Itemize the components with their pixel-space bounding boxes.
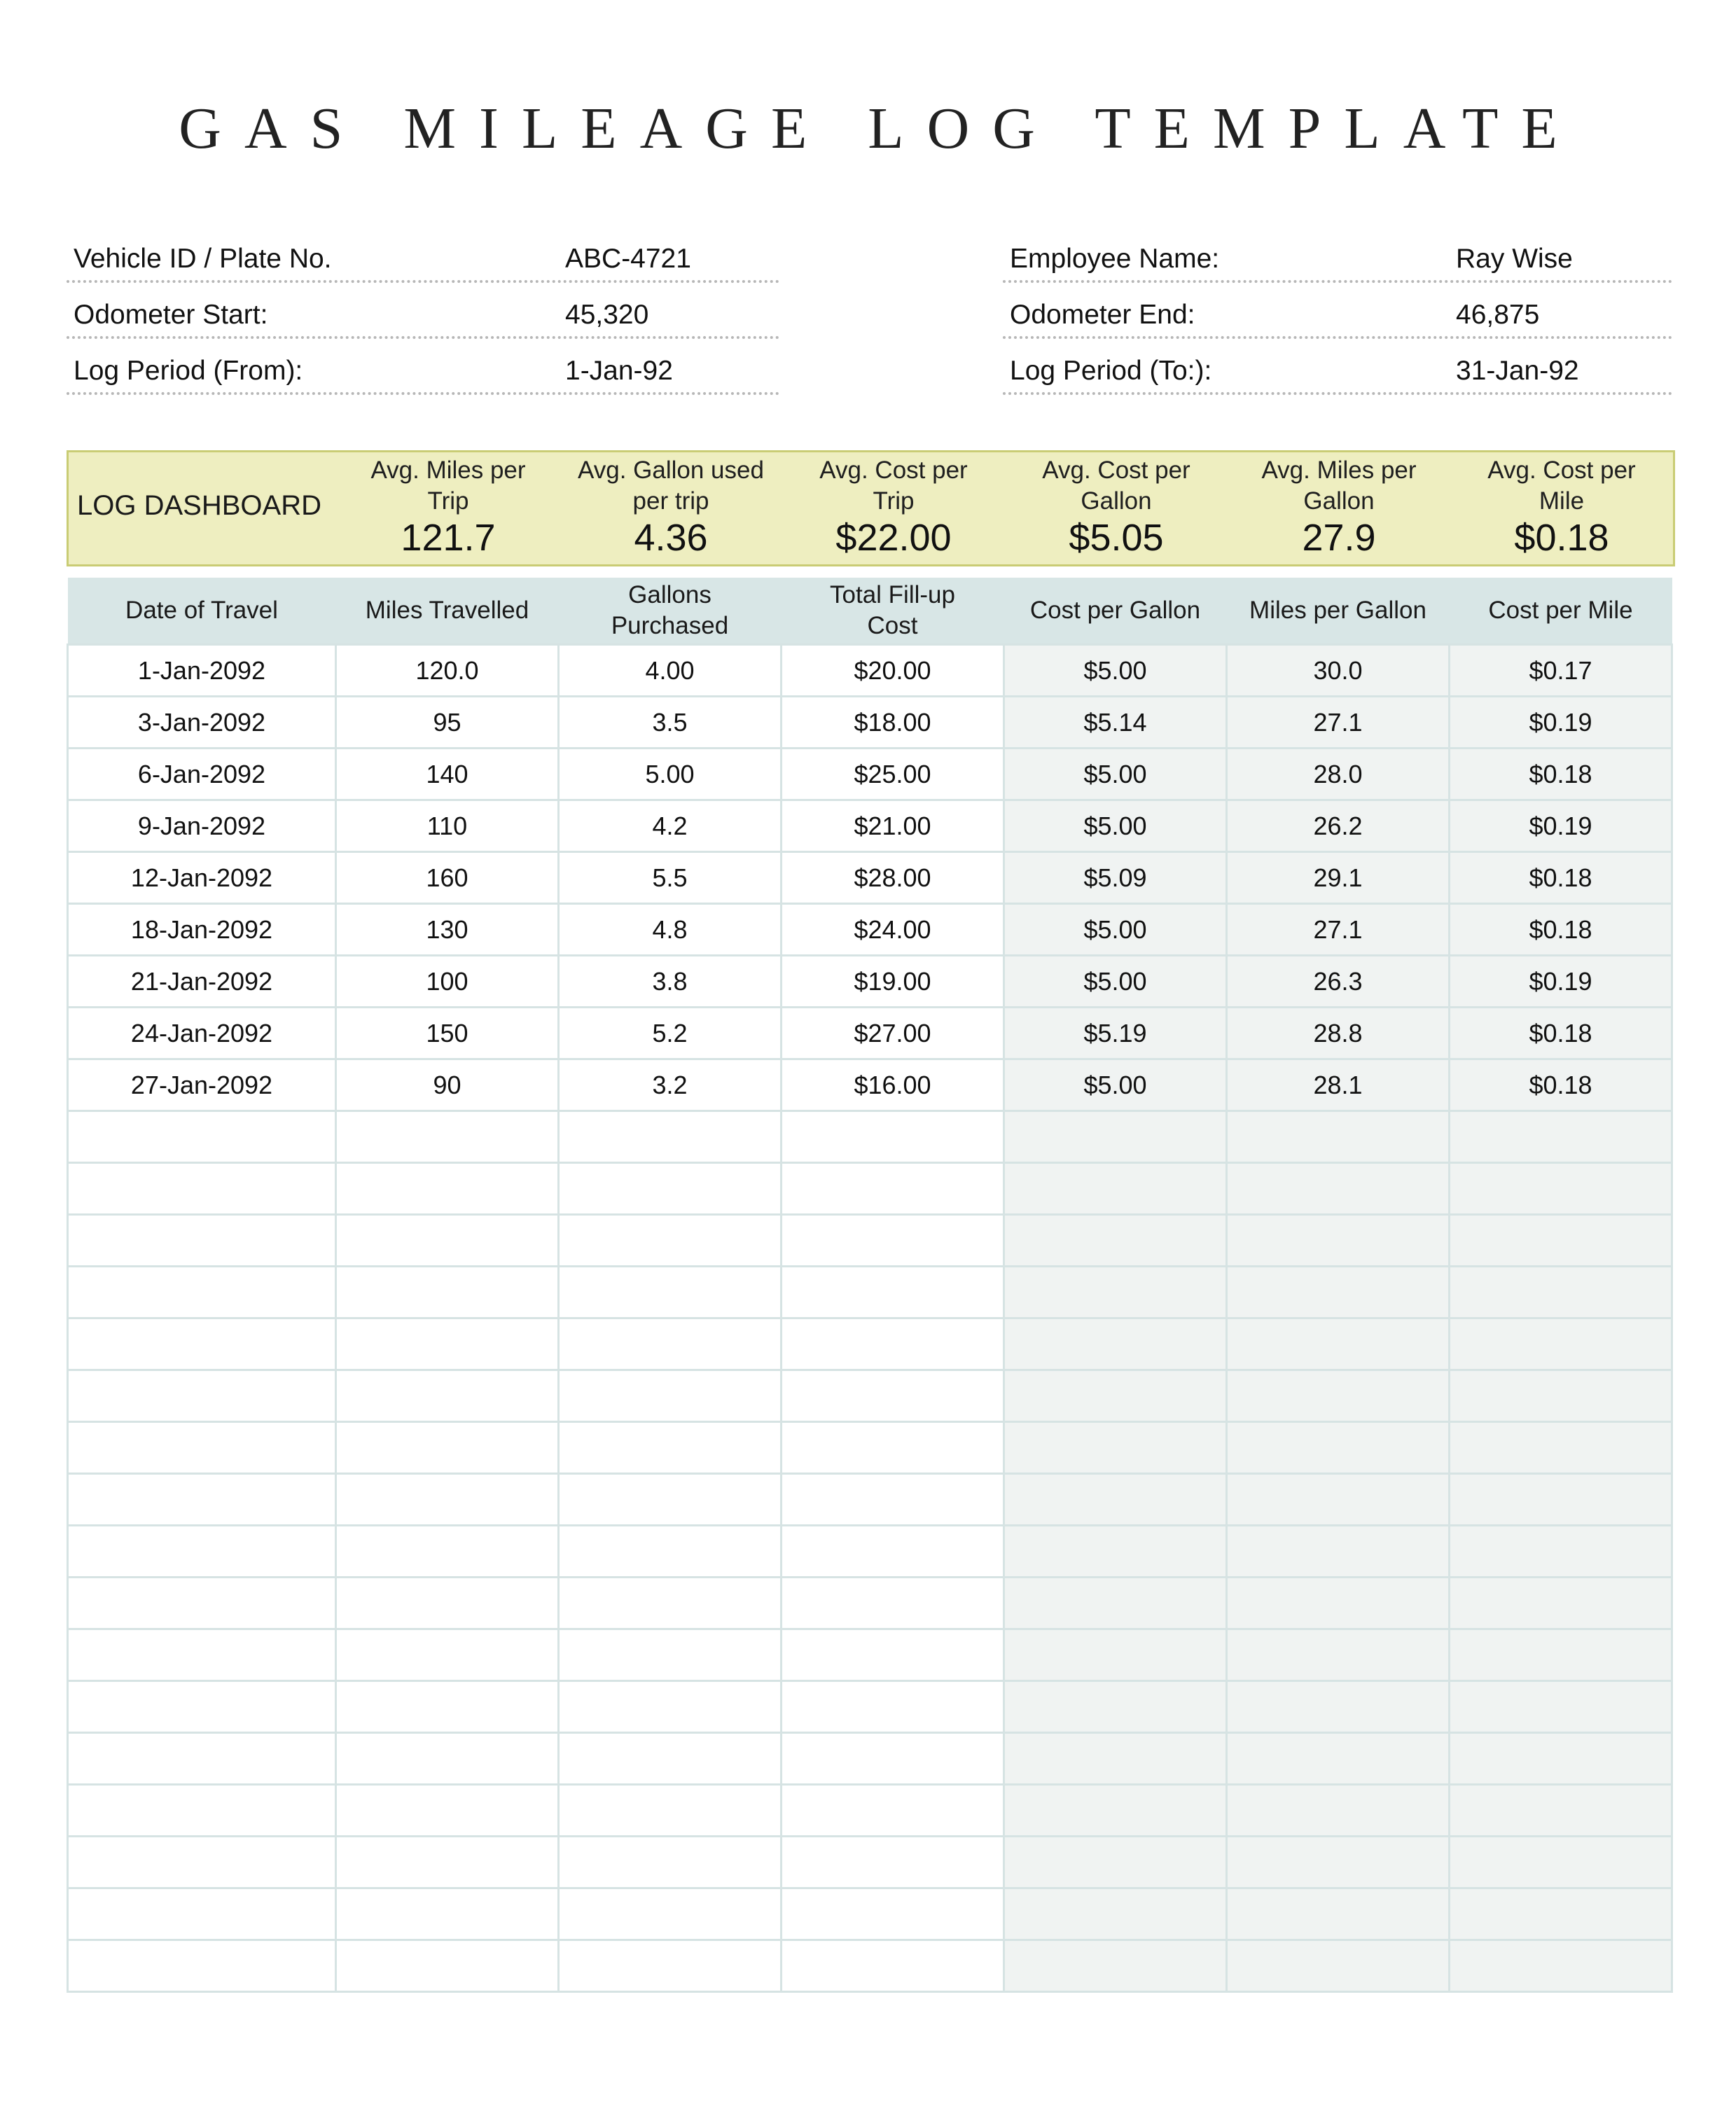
table-body	[68, 645, 1672, 1992]
metric-label	[1005, 455, 1228, 517]
column-header-line1: Gallons	[628, 581, 711, 608]
table-cell-miles-per-gallon[interactable]	[1227, 1422, 1450, 1474]
odometer-start-label: Odometer Start:	[74, 300, 268, 330]
table-cell-cost-per-mile[interactable]	[1450, 1370, 1672, 1422]
log-period-from-value[interactable]: 1-Jan-92	[565, 356, 673, 386]
employee-name-label: Employee Name:	[1010, 244, 1220, 274]
table-row	[68, 645, 1672, 697]
table-cell-gallons-purchased[interactable]	[559, 1422, 782, 1474]
table-cell-date-of-travel[interactable]	[68, 1267, 336, 1318]
table-row	[68, 1370, 1672, 1422]
table-cell-cost-per-gallon[interactable]	[1004, 1888, 1227, 1940]
odometer-start-value[interactable]: 45,320	[565, 300, 649, 330]
table-cell-cost-per-gallon[interactable]: $5.00	[1004, 749, 1227, 800]
table-cell-miles-travelled[interactable]: 140	[336, 749, 559, 800]
table-cell-gallons-purchased[interactable]: 5.5	[559, 852, 782, 904]
table-cell-gallons-purchased[interactable]	[559, 1267, 782, 1318]
metric-avg-cost-per-trip	[782, 452, 1005, 564]
table-cell-gallons-purchased[interactable]	[559, 1163, 782, 1215]
table-cell-total-fill-up-cost[interactable]	[782, 1111, 1004, 1163]
table-cell-miles-per-gallon[interactable]	[1227, 1318, 1450, 1370]
table-row	[68, 697, 1672, 749]
table-row	[68, 1318, 1672, 1370]
table-row	[68, 1837, 1672, 1888]
table-cell-miles-travelled[interactable]: 100	[336, 956, 559, 1008]
table-cell-miles-per-gallon[interactable]: 28.0	[1227, 749, 1450, 800]
metric-label-line1: Avg. Miles per	[1261, 457, 1417, 484]
log-period-from-row	[67, 350, 779, 395]
table-cell-date-of-travel[interactable]	[68, 1474, 336, 1526]
table-row	[68, 1681, 1672, 1733]
metric-value: 121.7	[401, 517, 496, 559]
metric-label-line2: Mile	[1539, 487, 1585, 515]
table-cell-total-fill-up-cost[interactable]	[782, 1215, 1004, 1267]
metric-label	[560, 455, 782, 517]
metric-label-line1: Avg. Cost per	[1042, 457, 1190, 484]
table-cell-miles-per-gallon[interactable]: 30.0	[1227, 645, 1450, 697]
table-cell-miles-travelled[interactable]	[336, 1578, 559, 1629]
table-cell-cost-per-mile[interactable]	[1450, 1318, 1672, 1370]
log-period-to-label: Log Period (To:):	[1010, 356, 1212, 386]
odometer-end-row	[1003, 294, 1672, 339]
table-cell-date-of-travel[interactable]	[68, 1215, 336, 1267]
table-cell-total-fill-up-cost[interactable]	[782, 1888, 1004, 1940]
table-cell-miles-travelled[interactable]	[336, 1111, 559, 1163]
table-cell-date-of-travel[interactable]	[68, 1681, 336, 1733]
table-cell-cost-per-mile[interactable]: $0.18	[1450, 749, 1672, 800]
table-row	[68, 1888, 1672, 1940]
table-cell-gallons-purchased[interactable]: 4.00	[559, 645, 782, 697]
table-cell-miles-per-gallon[interactable]	[1227, 1733, 1450, 1785]
table-cell-cost-per-gallon[interactable]	[1004, 1111, 1227, 1163]
table-cell-cost-per-mile[interactable]	[1450, 1422, 1672, 1474]
table-cell-gallons-purchased[interactable]	[559, 1681, 782, 1733]
column-header-line1: Miles Travelled	[365, 597, 529, 624]
metric-value: $22.00	[835, 517, 952, 559]
table-cell-miles-travelled[interactable]	[336, 1370, 559, 1422]
table-cell-cost-per-gallon[interactable]	[1004, 1422, 1227, 1474]
table-cell-date-of-travel[interactable]: 6-Jan-2092	[68, 749, 336, 800]
table-cell-gallons-purchased[interactable]	[559, 1370, 782, 1422]
table-cell-cost-per-gallon[interactable]: $5.00	[1004, 956, 1227, 1008]
table-cell-gallons-purchased[interactable]	[559, 1578, 782, 1629]
table-cell-gallons-purchased[interactable]: 5.00	[559, 749, 782, 800]
table-cell-miles-per-gallon[interactable]: 26.2	[1227, 800, 1450, 852]
table-cell-cost-per-mile[interactable]: $0.19	[1450, 800, 1672, 852]
table-cell-date-of-travel[interactable]	[68, 1111, 336, 1163]
table-cell-cost-per-mile[interactable]: $0.19	[1450, 956, 1672, 1008]
table-cell-date-of-travel[interactable]: 9-Jan-2092	[68, 800, 336, 852]
table-row	[68, 1267, 1672, 1318]
table-cell-cost-per-gallon[interactable]: $5.14	[1004, 697, 1227, 749]
mileage-log-table	[67, 578, 1673, 1993]
employee-name-row	[1003, 238, 1672, 283]
table-cell-miles-travelled[interactable]	[336, 1785, 559, 1837]
metric-value: 4.36	[634, 517, 708, 559]
table-cell-gallons-purchased[interactable]	[559, 1785, 782, 1837]
log-period-to-row	[1003, 350, 1672, 395]
metric-label-line2: per trip	[632, 487, 709, 515]
table-cell-miles-travelled[interactable]: 160	[336, 852, 559, 904]
table-cell-cost-per-gallon[interactable]	[1004, 1940, 1227, 1992]
table-cell-total-fill-up-cost[interactable]: $28.00	[782, 852, 1004, 904]
table-cell-gallons-purchased[interactable]	[559, 1837, 782, 1888]
table-cell-total-fill-up-cost[interactable]	[782, 1163, 1004, 1215]
table-cell-miles-travelled[interactable]: 130	[336, 904, 559, 956]
metric-avg-miles-per-trip	[337, 452, 560, 564]
column-header-date-of-travel	[68, 578, 336, 645]
table-row	[68, 749, 1672, 800]
metric-avg-gallon-per-trip	[560, 452, 782, 564]
table-cell-cost-per-gallon[interactable]	[1004, 1267, 1227, 1318]
metric-value: $0.18	[1514, 517, 1609, 559]
table-row	[68, 800, 1672, 852]
table-cell-gallons-purchased[interactable]: 3.2	[559, 1059, 782, 1111]
column-header-total-fill-up-cost	[782, 578, 1004, 645]
table-cell-cost-per-mile[interactable]: $0.18	[1450, 1008, 1672, 1059]
column-header-line1: Total Fill-up	[830, 581, 955, 608]
table-cell-gallons-purchased[interactable]	[559, 1474, 782, 1526]
table-row	[68, 1215, 1672, 1267]
table-cell-cost-per-mile[interactable]	[1450, 1267, 1672, 1318]
table-cell-total-fill-up-cost[interactable]: $16.00	[782, 1059, 1004, 1111]
table-cell-date-of-travel[interactable]: 18-Jan-2092	[68, 904, 336, 956]
table-cell-cost-per-gallon[interactable]	[1004, 1681, 1227, 1733]
table-cell-total-fill-up-cost[interactable]: $24.00	[782, 904, 1004, 956]
metric-label	[337, 455, 560, 517]
table-cell-cost-per-gallon[interactable]	[1004, 1474, 1227, 1526]
table-row	[68, 852, 1672, 904]
column-header-line2: Cost	[867, 612, 918, 639]
metric-label-line2: Gallon	[1081, 487, 1152, 515]
table-cell-cost-per-mile[interactable]	[1450, 1888, 1672, 1940]
table-row	[68, 1940, 1672, 1992]
table-cell-total-fill-up-cost[interactable]	[782, 1422, 1004, 1474]
table-cell-gallons-purchased[interactable]	[559, 1940, 782, 1992]
table-cell-miles-per-gallon[interactable]	[1227, 1163, 1450, 1215]
odometer-start-row	[67, 294, 779, 339]
table-cell-miles-per-gallon[interactable]	[1227, 1215, 1450, 1267]
dashboard-title: LOG DASHBOARD	[77, 490, 321, 521]
table-cell-cost-per-gallon[interactable]: $5.00	[1004, 1059, 1227, 1111]
metric-value: $5.05	[1069, 517, 1164, 559]
table-cell-miles-travelled[interactable]	[336, 1888, 559, 1940]
table-cell-total-fill-up-cost[interactable]	[782, 1267, 1004, 1318]
table-cell-cost-per-gallon[interactable]	[1004, 1370, 1227, 1422]
table-cell-miles-per-gallon[interactable]	[1227, 1578, 1450, 1629]
vehicle-id-label: Vehicle ID / Plate No.	[74, 244, 332, 274]
log-period-from-label: Log Period (From):	[74, 356, 303, 386]
table-cell-cost-per-mile[interactable]: $0.17	[1450, 645, 1672, 697]
employee-name-value[interactable]: Ray Wise	[1456, 244, 1573, 274]
table-cell-total-fill-up-cost[interactable]	[782, 1318, 1004, 1370]
metric-label-line2: Trip	[427, 487, 469, 515]
table-cell-date-of-travel[interactable]	[68, 1422, 336, 1474]
table-row	[68, 1474, 1672, 1526]
metric-label-line1: Avg. Cost per	[819, 457, 968, 484]
table-cell-total-fill-up-cost[interactable]	[782, 1578, 1004, 1629]
table-cell-miles-per-gallon[interactable]	[1227, 1474, 1450, 1526]
metric-value: 27.9	[1302, 517, 1376, 559]
table-cell-date-of-travel[interactable]	[68, 1629, 336, 1681]
table-cell-cost-per-gallon[interactable]: $5.00	[1004, 904, 1227, 956]
table-cell-date-of-travel[interactable]: 12-Jan-2092	[68, 852, 336, 904]
table-cell-miles-travelled[interactable]: 150	[336, 1008, 559, 1059]
table-cell-cost-per-gallon[interactable]	[1004, 1163, 1227, 1215]
column-header-line1: Cost per Mile	[1488, 597, 1633, 624]
table-row	[68, 1059, 1672, 1111]
table-cell-gallons-purchased[interactable]: 5.2	[559, 1008, 782, 1059]
table-cell-miles-travelled[interactable]	[336, 1940, 559, 1992]
table-cell-cost-per-gallon[interactable]	[1004, 1578, 1227, 1629]
metric-label	[782, 455, 1005, 517]
log-dashboard	[67, 450, 1675, 566]
table-cell-miles-travelled[interactable]	[336, 1422, 559, 1474]
table-cell-date-of-travel[interactable]: 3-Jan-2092	[68, 697, 336, 749]
page-title: GAS MILEAGE LOG TEMPLATE	[179, 96, 1581, 161]
metric-label-line2: Trip	[873, 487, 915, 515]
table-cell-cost-per-gallon[interactable]: $5.00	[1004, 645, 1227, 697]
table-cell-miles-travelled[interactable]: 95	[336, 697, 559, 749]
table-cell-cost-per-mile[interactable]	[1450, 1215, 1672, 1267]
table-cell-cost-per-mile[interactable]	[1450, 1111, 1672, 1163]
table-row	[68, 1008, 1672, 1059]
metric-label	[1450, 455, 1673, 517]
vehicle-id-row	[67, 238, 779, 283]
table-cell-cost-per-gallon[interactable]: $5.00	[1004, 800, 1227, 852]
table-cell-total-fill-up-cost[interactable]: $21.00	[782, 800, 1004, 852]
table-cell-cost-per-gallon[interactable]	[1004, 1629, 1227, 1681]
table-cell-cost-per-mile[interactable]	[1450, 1526, 1672, 1578]
table-cell-cost-per-gallon[interactable]	[1004, 1526, 1227, 1578]
table-cell-total-fill-up-cost[interactable]: $20.00	[782, 645, 1004, 697]
table-cell-miles-per-gallon[interactable]	[1227, 1837, 1450, 1888]
column-header-gallons-purchased	[559, 578, 782, 645]
table-cell-miles-per-gallon[interactable]: 27.1	[1227, 904, 1450, 956]
table-cell-gallons-purchased[interactable]	[559, 1733, 782, 1785]
odometer-end-value[interactable]: 46,875	[1456, 300, 1540, 330]
table-row	[68, 1163, 1672, 1215]
table-cell-cost-per-mile[interactable]: $0.18	[1450, 852, 1672, 904]
table-cell-gallons-purchased[interactable]	[559, 1111, 782, 1163]
table-header-row	[68, 578, 1672, 645]
table-cell-cost-per-mile[interactable]	[1450, 1940, 1672, 1992]
table-cell-cost-per-mile[interactable]	[1450, 1629, 1672, 1681]
table-cell-miles-travelled[interactable]: 120.0	[336, 645, 559, 697]
table-cell-total-fill-up-cost[interactable]: $25.00	[782, 749, 1004, 800]
table-cell-date-of-travel[interactable]	[68, 1733, 336, 1785]
table-cell-miles-per-gallon[interactable]: 29.1	[1227, 852, 1450, 904]
table-cell-miles-per-gallon[interactable]: 26.3	[1227, 956, 1450, 1008]
metric-label-line2: Gallon	[1303, 487, 1375, 515]
table-cell-miles-per-gallon[interactable]	[1227, 1940, 1450, 1992]
table-cell-gallons-purchased[interactable]: 3.8	[559, 956, 782, 1008]
column-header-line2: Purchased	[611, 612, 729, 639]
table-cell-date-of-travel[interactable]	[68, 1526, 336, 1578]
table-cell-miles-per-gallon[interactable]	[1227, 1370, 1450, 1422]
table-cell-cost-per-mile[interactable]	[1450, 1474, 1672, 1526]
table-cell-miles-per-gallon[interactable]	[1227, 1629, 1450, 1681]
metric-avg-cost-per-gallon	[1005, 452, 1228, 564]
table-cell-cost-per-mile[interactable]	[1450, 1785, 1672, 1837]
metric-avg-cost-per-mile	[1450, 452, 1673, 564]
column-header-cost-per-gallon	[1004, 578, 1227, 645]
column-header-miles-travelled	[336, 578, 559, 645]
table-cell-total-fill-up-cost[interactable]: $18.00	[782, 697, 1004, 749]
log-period-to-value[interactable]: 31-Jan-92	[1456, 356, 1579, 386]
column-header-line1: Miles per Gallon	[1249, 597, 1426, 624]
metric-label	[1228, 455, 1450, 517]
table-cell-gallons-purchased[interactable]	[559, 1629, 782, 1681]
table-cell-cost-per-mile[interactable]	[1450, 1837, 1672, 1888]
table-cell-date-of-travel[interactable]	[68, 1578, 336, 1629]
table-cell-total-fill-up-cost[interactable]	[782, 1526, 1004, 1578]
table-cell-cost-per-gallon[interactable]: $5.09	[1004, 852, 1227, 904]
table-cell-date-of-travel[interactable]	[68, 1318, 336, 1370]
table-cell-total-fill-up-cost[interactable]	[782, 1681, 1004, 1733]
vehicle-id-value[interactable]: ABC-4721	[565, 244, 691, 274]
table-cell-date-of-travel[interactable]: 27-Jan-2092	[68, 1059, 336, 1111]
table-cell-cost-per-gallon[interactable]	[1004, 1785, 1227, 1837]
table-cell-total-fill-up-cost[interactable]	[782, 1629, 1004, 1681]
table-cell-miles-per-gallon[interactable]	[1227, 1526, 1450, 1578]
column-header-cost-per-mile	[1450, 578, 1672, 645]
table-cell-date-of-travel[interactable]: 1-Jan-2092	[68, 645, 336, 697]
table-cell-gallons-purchased[interactable]: 4.2	[559, 800, 782, 852]
table-row	[68, 1785, 1672, 1837]
table-cell-gallons-purchased[interactable]: 3.5	[559, 697, 782, 749]
table-cell-cost-per-mile[interactable]	[1450, 1681, 1672, 1733]
column-header-line1: Cost per Gallon	[1029, 597, 1201, 624]
table-row	[68, 1578, 1672, 1629]
metric-label-line1: Avg. Cost per	[1487, 457, 1636, 484]
table-cell-miles-travelled[interactable]	[336, 1215, 559, 1267]
table-cell-total-fill-up-cost[interactable]	[782, 1785, 1004, 1837]
table-cell-cost-per-gallon[interactable]	[1004, 1215, 1227, 1267]
table-cell-cost-per-gallon[interactable]: $5.19	[1004, 1008, 1227, 1059]
table-cell-miles-travelled[interactable]: 90	[336, 1059, 559, 1111]
column-header-miles-per-gallon	[1227, 578, 1450, 645]
table-cell-cost-per-mile[interactable]: $0.18	[1450, 904, 1672, 956]
table-cell-total-fill-up-cost[interactable]	[782, 1474, 1004, 1526]
table-cell-miles-per-gallon[interactable]: 27.1	[1227, 697, 1450, 749]
table-row	[68, 904, 1672, 956]
table-cell-miles-travelled[interactable]	[336, 1681, 559, 1733]
table-cell-date-of-travel[interactable]	[68, 1940, 336, 1992]
table-cell-cost-per-gallon[interactable]	[1004, 1318, 1227, 1370]
table-cell-gallons-purchased[interactable]	[559, 1215, 782, 1267]
table-cell-cost-per-gallon[interactable]	[1004, 1837, 1227, 1888]
table-cell-total-fill-up-cost[interactable]: $27.00	[782, 1008, 1004, 1059]
table-cell-date-of-travel[interactable]	[68, 1888, 336, 1940]
metric-avg-miles-per-gallon	[1228, 452, 1450, 564]
table-cell-miles-travelled[interactable]	[336, 1267, 559, 1318]
table-cell-total-fill-up-cost[interactable]	[782, 1837, 1004, 1888]
table-cell-date-of-travel[interactable]: 24-Jan-2092	[68, 1008, 336, 1059]
table-cell-cost-per-gallon[interactable]	[1004, 1733, 1227, 1785]
table-cell-miles-per-gallon[interactable]	[1227, 1888, 1450, 1940]
table-cell-gallons-purchased[interactable]	[559, 1526, 782, 1578]
table-cell-miles-per-gallon[interactable]	[1227, 1111, 1450, 1163]
table-cell-miles-per-gallon[interactable]: 28.1	[1227, 1059, 1450, 1111]
table-cell-miles-travelled[interactable]	[336, 1837, 559, 1888]
table-cell-miles-travelled[interactable]	[336, 1526, 559, 1578]
table-cell-miles-travelled[interactable]	[336, 1629, 559, 1681]
table-cell-miles-travelled[interactable]	[336, 1163, 559, 1215]
table-cell-cost-per-mile[interactable]	[1450, 1578, 1672, 1629]
table-cell-miles-per-gallon[interactable]: 28.8	[1227, 1008, 1450, 1059]
table-cell-miles-travelled[interactable]	[336, 1474, 559, 1526]
table-row	[68, 1526, 1672, 1578]
table-row	[68, 1422, 1672, 1474]
table-row	[68, 1733, 1672, 1785]
odometer-end-label: Odometer End:	[1010, 300, 1195, 330]
table-cell-cost-per-mile[interactable]: $0.18	[1450, 1059, 1672, 1111]
metric-label-line1: Avg. Miles per	[370, 457, 526, 484]
table-cell-cost-per-mile[interactable]	[1450, 1733, 1672, 1785]
table-cell-miles-per-gallon[interactable]	[1227, 1785, 1450, 1837]
table-cell-date-of-travel[interactable]	[68, 1837, 336, 1888]
table-cell-total-fill-up-cost[interactable]: $19.00	[782, 956, 1004, 1008]
table-row	[68, 1111, 1672, 1163]
metric-label-line1: Avg. Gallon used	[578, 457, 764, 484]
table-row	[68, 1629, 1672, 1681]
table-cell-date-of-travel[interactable]	[68, 1370, 336, 1422]
table-cell-total-fill-up-cost[interactable]	[782, 1940, 1004, 1992]
table-cell-date-of-travel[interactable]	[68, 1785, 336, 1837]
table-cell-gallons-purchased[interactable]: 4.8	[559, 904, 782, 956]
table-cell-date-of-travel[interactable]	[68, 1163, 336, 1215]
table-cell-miles-travelled[interactable]	[336, 1318, 559, 1370]
table-cell-miles-travelled[interactable]	[336, 1733, 559, 1785]
table-cell-gallons-purchased[interactable]	[559, 1318, 782, 1370]
table-row	[68, 956, 1672, 1008]
table-cell-miles-travelled[interactable]: 110	[336, 800, 559, 852]
table-cell-cost-per-mile[interactable]	[1450, 1163, 1672, 1215]
table-cell-miles-per-gallon[interactable]	[1227, 1267, 1450, 1318]
column-header-line1: Date of Travel	[125, 597, 278, 624]
table-cell-gallons-purchased[interactable]	[559, 1888, 782, 1940]
table-cell-total-fill-up-cost[interactable]	[782, 1733, 1004, 1785]
table-cell-date-of-travel[interactable]: 21-Jan-2092	[68, 956, 336, 1008]
table-cell-miles-per-gallon[interactable]	[1227, 1681, 1450, 1733]
table-cell-cost-per-mile[interactable]: $0.19	[1450, 697, 1672, 749]
table-cell-total-fill-up-cost[interactable]	[782, 1370, 1004, 1422]
